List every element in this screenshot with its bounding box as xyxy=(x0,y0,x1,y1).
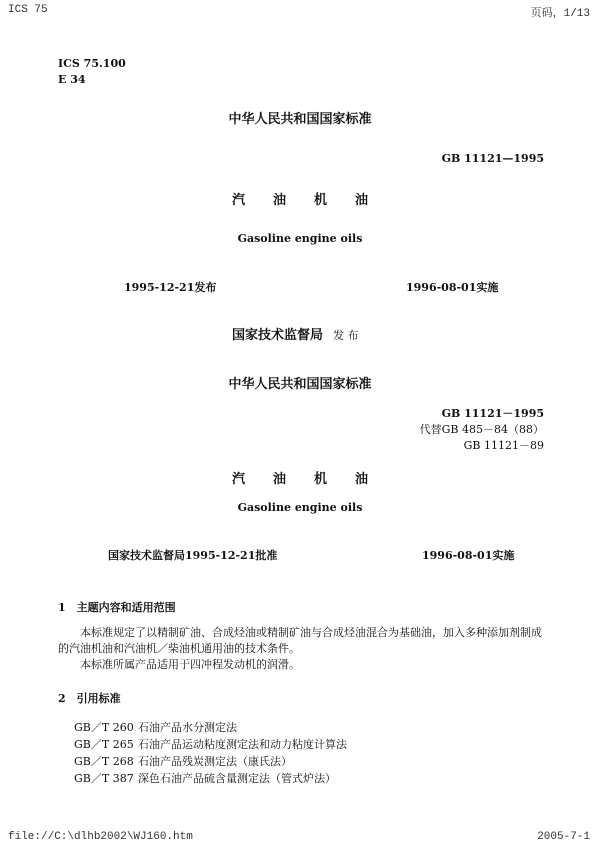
reference-name: 石油产品水分测定法 xyxy=(138,721,237,734)
reference-code: GB／T 387 xyxy=(74,772,134,785)
inner-impl-date: 1996-08-01实施 xyxy=(422,549,515,562)
inner-title-cn: 汽油机油 xyxy=(231,472,396,487)
cover-title-en: Gasoline engine oils xyxy=(237,232,363,245)
reference-name: 石油产品运动粘度测定法和动力粘度计算法 xyxy=(138,738,347,751)
inner-org-title: 中华人民共和国国家标准 xyxy=(228,377,372,392)
ccs-code: E 34 xyxy=(58,73,86,86)
reference-name: 石油产品残炭测定法（康氏法） xyxy=(138,755,292,768)
reference-code: GB／T 265 xyxy=(74,738,134,751)
section-1-paragraph-2: 本标准所属产品适用于四冲程发动机的润滑。 xyxy=(80,658,300,671)
inner-title-en: Gasoline engine oils xyxy=(237,501,363,514)
reference-code: GB／T 268 xyxy=(74,755,134,768)
cover-issue-date: 1995-12-21发布 xyxy=(124,281,217,294)
reference-item xyxy=(74,736,347,752)
ics-code: ICS 75.100 xyxy=(58,57,126,70)
cover-std-number: GB 11121—1995 xyxy=(441,152,544,165)
section-1-paragraph-1: 本标准规定了以精制矿油、合成烃油或精制矿油与合成烃油混合为基础油，加入多种添加剂制成的汽油机油和汽油机／柴油机通用油的技术条件。 xyxy=(58,626,542,655)
cover-org-title: 中华人民共和国国家标准 xyxy=(228,112,372,127)
reference-name: 深色石油产品硫含量测定法（管式炉法） xyxy=(138,772,336,785)
section-2-heading: 2 引用标准 xyxy=(58,692,121,705)
reference-item xyxy=(74,770,336,786)
inner-std-number: GB 11121－1995 xyxy=(441,407,544,420)
cover-issuer-name: 国家技术监督局 xyxy=(232,328,324,343)
reference-item xyxy=(74,753,292,769)
inner-replaces-1: 代替GB 485－84（88） xyxy=(419,423,544,436)
print-footer-url: file://C:\dlhb2002\WJ160.htm xyxy=(8,831,193,843)
print-header-left: ICS 75 xyxy=(8,4,48,16)
inner-approval: 国家技术监督局1995-12-21批准 xyxy=(108,549,278,562)
cover-issuer-suffix: 发 布 xyxy=(333,329,359,342)
section-1-heading: 1 主题内容和适用范围 xyxy=(58,601,176,614)
cover-impl-date: 1996-08-01实施 xyxy=(406,281,499,294)
inner-replaces-2: GB 11121－89 xyxy=(463,439,544,452)
print-footer-date: 2005-7-1 xyxy=(537,831,590,843)
reference-item xyxy=(74,719,237,735)
print-header-page: 页码，1/13 xyxy=(530,8,590,20)
reference-code: GB／T 260 xyxy=(74,721,134,734)
cover-issuer xyxy=(232,324,359,343)
cover-title-cn: 汽油机油 xyxy=(231,193,396,208)
